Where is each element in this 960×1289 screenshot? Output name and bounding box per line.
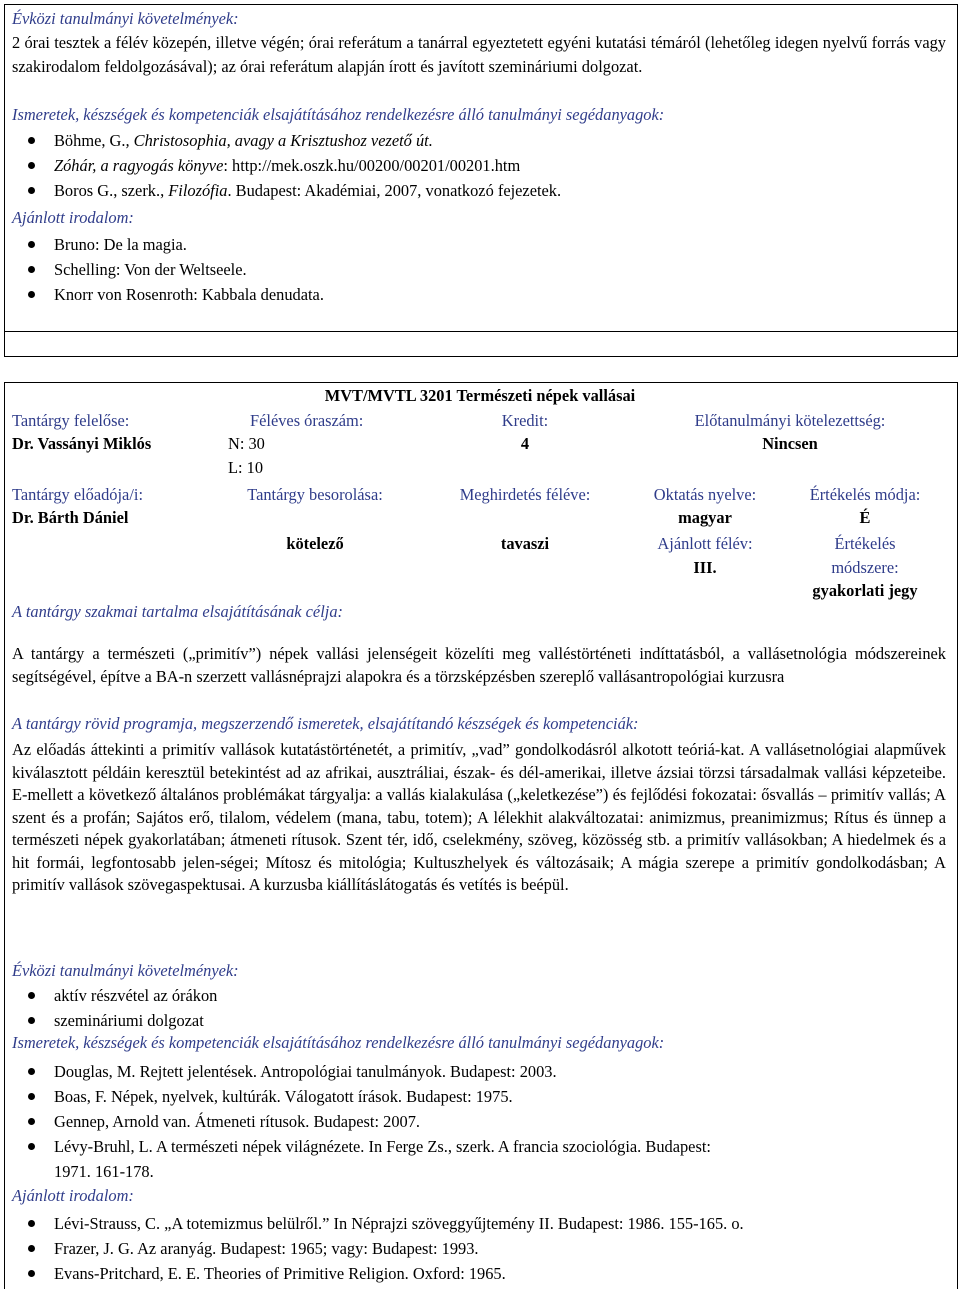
top-materials-title: Ismeretek, készségek és kompetenciák elsajátításához rendelkezésre álló tanulmányi segédanyagok:: [12, 105, 665, 124]
empty-row-box: [4, 331, 958, 357]
prereq-value: Nincsen: [762, 434, 818, 453]
top-materials-list: [12, 128, 561, 203]
list-item: Schelling: Von der Weltseele.: [12, 257, 324, 282]
top-req-text: 2 órai tesztek a félév közepén, illetve végén; órai referátum a tanárral egyeztetett egyéni kutatási témáról (lehetőleg idegen nyelvű forrás vagy szakirodalom feldolgozásával); az órai referátum alapján írott és javított szemináriumi dolgozat.: [12, 33, 946, 76]
list-item: Zóhár, a ragyogás könyve: http://mek.oszk.hu/00200/00201/00201.htm: [12, 153, 561, 178]
lecturer-name: Dr. Bárth Dániel: [12, 508, 129, 527]
credit-value: 4: [520, 434, 530, 453]
list-item: Böhme, G., Christosophia, avagy a Krisztushoz vezető út.: [12, 128, 561, 153]
list-item: Evans-Pritchard, E. E. Theories of Primitive Religion. Oxford: 1965.: [12, 1261, 744, 1286]
list-item: Boros G., szerk., Filozófia. Budapest: Akadémiai, 2007, vonatkozó fejezetek.: [12, 178, 561, 203]
semester-label: Meghirdetés féléve:: [459, 485, 591, 504]
rec-semester-value: III.: [693, 558, 717, 577]
semester-value: tavaszi: [500, 534, 550, 553]
prereq-label: Előtanulmányi kötelezettség:: [694, 411, 886, 430]
materials-list: [12, 1059, 711, 1184]
classification-value: kötelező: [286, 534, 344, 553]
reading-list: [12, 1211, 744, 1286]
rec-semester-label: Ajánlott félév:: [657, 534, 753, 553]
responsible-name: Dr. Vassányi Miklós: [12, 434, 152, 453]
eval-method-label-2: módszere:: [831, 558, 899, 577]
eval-value: É: [859, 508, 871, 527]
hours-label: Féléves óraszám:: [250, 411, 364, 430]
credit-label: Kredit:: [501, 411, 549, 430]
hours-l: L: 10: [228, 458, 264, 477]
language-value: magyar: [678, 508, 732, 527]
materials-title: Ismeretek, készségek és kompetenciák elsajátításához rendelkezésre álló tanulmányi segédanyagok:: [12, 1033, 665, 1052]
list-item: Knorr von Rosenroth: Kabbala denudata.: [12, 282, 324, 307]
list-item: Douglas, M. Rejtett jelentések. Antropológiai tanulmányok. Budapest: 2003.: [12, 1059, 711, 1084]
top-reading-title: Ajánlott irodalom:: [12, 208, 134, 227]
program-title: A tantárgy rövid programja, megszerzendő ismeretek, elsajátítandó készségek és kompetenciák:: [12, 714, 639, 733]
list-item: Lévy-Bruhl, L. A természeti népek világnézete. In Ferge Zs., szerk. A francia szociológia. Budapest: 1971. 161-178.: [12, 1134, 711, 1184]
lecturer-label: Tantárgy előadója/i:: [12, 485, 143, 504]
list-item: Gennep, Arnold van. Átmeneti rítusok. Budapest: 2007.: [12, 1109, 711, 1134]
eval-method-label-1: Értékelés: [834, 534, 896, 553]
top-reading-list: [12, 232, 324, 307]
reading-title: Ajánlott irodalom:: [12, 1186, 134, 1205]
responsible-label: Tantárgy felelőse:: [12, 411, 130, 430]
list-item: Lévi-Strauss, C. „A totemizmus belülről.” In Néprajzi szöveggyűjtemény II. Budapest: 1986. 155-165. o.: [12, 1211, 744, 1236]
list-item: Boas, F. Népek, nyelvek, kultúrák. Válogatott írások. Budapest: 1975.: [12, 1084, 711, 1109]
hours-n: N: 30: [228, 434, 265, 453]
classification-label: Tantárgy besorolása:: [247, 485, 383, 504]
eval-label: Értékelés módja:: [809, 485, 921, 504]
req-list: [12, 983, 217, 1033]
language-label: Oktatás nyelve:: [653, 485, 757, 504]
list-item: Bruno: De la magia.: [12, 232, 324, 257]
goal-text: A tantárgy a természeti („primitív”) népek vallási jelenségeit közelíti meg valléstörténeti indíttatásból, a vallásetnológia módszereinek segítségével, építve a BA-n szerzett vallásnéprajzi alapokra és a törzsképzésben szereplő vallásantropológiai kurzusra: [12, 644, 946, 686]
program-text: Az előadás áttekinti a primitív vallások kutatástörténetét, a primitív, „vad” gondolkodásról alkotott teóriá-kat. A vallásetnológiai alapművek kiválasztott példáin keresztül betekintést ad az afrikai, ausztráliai, észak- és dél-amerikai, illetve ázsiai törzsi társadalmak vallási képzeteibe. E-mellett a következő általános problémákat tárgyalja: a vallás kialakulása („keletkezése”) és fejlődési fokozatai: ősvallás – primitív vallás; A szent és a profán; Sajátos erő, tilalom, védelem (mana, tabu, totem); A lélekhit alakváltozatai: animizmus, preanimizmus; Rítus és ünnep a természeti népek gyakorlatában; átmeneti rítusok. Szent tér, idő, cselekmény, szöveg, közösség stb. a primitív vallásokban; A hiedelmek és a hit formái, legfontosabb jelen-ségei; Mítosz és mitológia; Kultuszhelyek és változásaik; A mágia szerepe a primitív gondolkodásban; A primitív vallások szövegaspektusai. A kurzusba kiállításlátogatás és vetítés is beépül.: [12, 740, 946, 894]
list-item: aktív részvétel az órákon: [12, 983, 217, 1008]
top-req-title: Évközi tanulmányi követelmények:: [12, 9, 239, 28]
req-title: Évközi tanulmányi követelmények:: [12, 961, 239, 980]
course-title: MVT/MVTL 3201 Természeti népek vallásai: [324, 386, 636, 405]
list-item: szemináriumi dolgozat: [12, 1008, 217, 1033]
eval-method-value: gyakorlati jegy: [812, 581, 918, 600]
goal-title: A tantárgy szakmai tartalma elsajátításának célja:: [12, 602, 343, 621]
list-item: Frazer, J. G. Az aranyág. Budapest: 1965; vagy: Budapest: 1993.: [12, 1236, 744, 1261]
